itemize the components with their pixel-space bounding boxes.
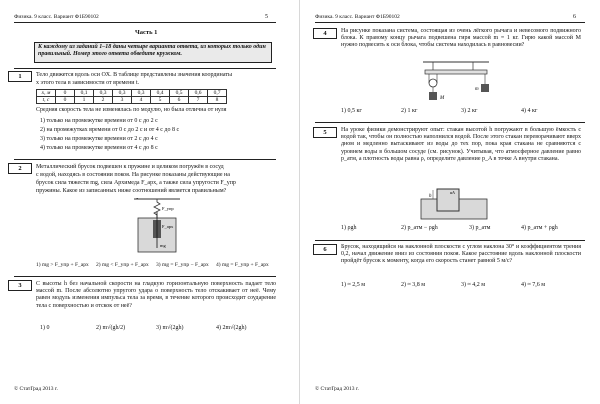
table-cell: 0,3 [94, 90, 113, 97]
question-number: 1 [8, 71, 32, 82]
answer-option[interactable]: 2) p_атм − ρgh [401, 225, 438, 231]
answer-option[interactable]: 1) 0 [40, 325, 50, 331]
spring-vessel-figure [132, 198, 182, 254]
q1-text-1: Тело движется вдоль оси OX. В таблице представлены значения координаты [36, 72, 233, 78]
answer-option[interactable]: 3) ≈ 4,2 м [461, 282, 486, 288]
page-number: 5 [265, 14, 268, 20]
table-cell: 6 [170, 97, 189, 104]
coordinate-table [36, 89, 227, 104]
q1-after-text: Средняя скорость тела не изменялась по модулю, но была отлична от нуля [36, 107, 227, 113]
table-cell: 4 [132, 97, 151, 104]
answer-option[interactable]: 1) ρgh [341, 225, 357, 231]
question-number: 4 [313, 28, 337, 39]
answer-option[interactable]: 2) 1 кг [401, 108, 418, 114]
fig-label: A [452, 190, 455, 195]
table-cell: x, м [37, 90, 56, 97]
answer-option[interactable]: 3) p_атм [469, 225, 491, 231]
glass-vessel-figure [419, 187, 489, 221]
table-cell: 2 [94, 97, 113, 104]
footer: © СтатГрад 2013 г. [315, 386, 359, 392]
answer-option[interactable]: 1) только на промежутке времени от 0 с до 2 с [40, 118, 158, 124]
table-cell: 3 [113, 97, 132, 104]
fig-label: F_упр [162, 206, 174, 211]
table-cell: 5 [151, 97, 170, 104]
q2-text-3: брусок сила тяжести mg, сила Архимеда F_арх, а также сила упругости F_упр [36, 180, 236, 186]
question-number: 2 [8, 163, 32, 174]
table-cell: 0,6 [189, 90, 208, 97]
q5-text: На уроке физики демонстрируют опыт: стакан высотой h погружают в большую ёмкость с водой так, чтобы он полностью наполнился водой. После этого стакан переворачивают вверх дном и медленно вытаскивают из воды до тех пор, пока края стакана не сравняются с уровнем воды в большом сосуде (см. рисунок). Учитывая, что атмосферное давление равно p_атм, а плотность воды равна ρ, определите давление p_A в точке A внутри стакана. [341, 127, 581, 162]
question-number: 6 [313, 244, 337, 255]
answer-option[interactable]: 1) 0,5 кг [341, 108, 362, 114]
footer: © СтатГрад 2013 г. [14, 386, 58, 392]
fig-label: h [429, 194, 432, 199]
page-number: 6 [573, 14, 576, 20]
answer-option[interactable]: 1) ≈ 2,5 м [341, 282, 366, 288]
answer-option[interactable]: 4) 2m√(2gh) [216, 325, 247, 331]
answer-option[interactable]: 3) 2 кг [461, 108, 478, 114]
answer-option[interactable]: 4) p_атм + ρgh [521, 225, 558, 231]
answer-option[interactable]: 3) только на промежутке времени от 2 с до 4 с [40, 136, 158, 142]
lever-pulley-figure [419, 60, 491, 104]
question-number: 5 [313, 127, 337, 138]
table-cell: 0 [56, 97, 75, 104]
table-cell: 0,4 [151, 90, 170, 97]
answer-option[interactable]: 2) ≈ 3,8 м [401, 282, 426, 288]
answer-option[interactable]: 2) mg < F_упр + F_арх [96, 262, 149, 268]
page-6 [301, 0, 600, 404]
part-title: Часть 1 [135, 29, 158, 36]
answer-option[interactable]: 2) на промежутках времени от 0 с до 2 с и от 4 с до 8 с [40, 127, 180, 133]
page-header: Физика. 9 класс. Вариант Ф1Б90102 [315, 14, 400, 20]
table-cell: t, c [37, 97, 56, 104]
q4-text: На рисунке показана система, состоящая из очень лёгкого рычага и невесомого подвижного блока. К правому концу рычага подвешена гиря массой m = 1 кг. Гирю какой массой M нужно подвесить к оси блока, чтобы система находилась в равновесии? [341, 28, 581, 49]
table-cell: 0,7 [208, 90, 227, 97]
question-number: 3 [8, 280, 32, 291]
instruction-box: К каждому из заданий 1–18 даны четыре варианта ответа, из которых только один правильный. Номер этого ответа обведите кружком. [34, 42, 272, 63]
answer-option[interactable]: 4) ≈ 7,6 м [521, 282, 546, 288]
table-cell: 7 [189, 97, 208, 104]
table-cell: 8 [208, 97, 227, 104]
q2-text-2: с водой, находясь в состоянии покоя. На рисунке показаны действующие на [36, 172, 230, 178]
fig-label: M [440, 96, 445, 101]
fig-label: F_арх [162, 224, 174, 229]
answer-option[interactable]: 3) mg = F_упр − F_арх [156, 262, 209, 268]
page-header: Физика. 9 класс. Вариант Ф1Б90102 [14, 14, 99, 20]
table-cell: 0 [56, 90, 75, 97]
table-cell: 1 [75, 97, 94, 104]
q2-text-4: пружины. Какое из записанных ниже соотношений является правильным? [36, 188, 227, 194]
answer-option[interactable]: 3) m√(2gh) [156, 325, 184, 331]
fig-label: m [475, 87, 479, 92]
table-cell: 0,3 [132, 90, 151, 97]
answer-option[interactable]: 4) только на промежутке времени от 4 с до 8 с [40, 145, 158, 151]
table-cell: 0,5 [170, 90, 189, 97]
answer-option[interactable]: 4) 4 кг [521, 108, 538, 114]
answer-option[interactable]: 4) mg = F_упр + F_арх [216, 262, 269, 268]
q6-text: Брусок, находящийся на наклонной плоскости с углом наклона 30° и коэффициентом трения 0,2, начал движение вниз из состояния покоя. Какое расстояние вдоль наклонной плоскости пройдёт брусок к моменту, когда его скорость станет равной 5 м/с? [341, 244, 581, 265]
table-cell: 0,1 [75, 90, 94, 97]
table-cell: 0,3 [113, 90, 132, 97]
fig-label: mg [160, 243, 166, 248]
q1-text-2: x этого тела в зависимости от времени t. [36, 80, 140, 86]
q2-text-1: Металлический брусок подвешен к пружине и целиком погружён в сосуд [36, 164, 224, 170]
answer-option[interactable]: 1) mg > F_упр + F_арх [36, 262, 89, 268]
answer-option[interactable]: 2) m√(gh/2) [96, 325, 126, 331]
q3-text: С высоты h без начальной скорости на гладкую горизонтальную поверхность падает тело массой m. После абсолютно упругого удара о поверхность тело отскакивает от неё. Чему равен модуль изменения импульса тела за время, в течение которого происходит соударение тела с поверхностью и отскок от неё? [36, 281, 276, 309]
